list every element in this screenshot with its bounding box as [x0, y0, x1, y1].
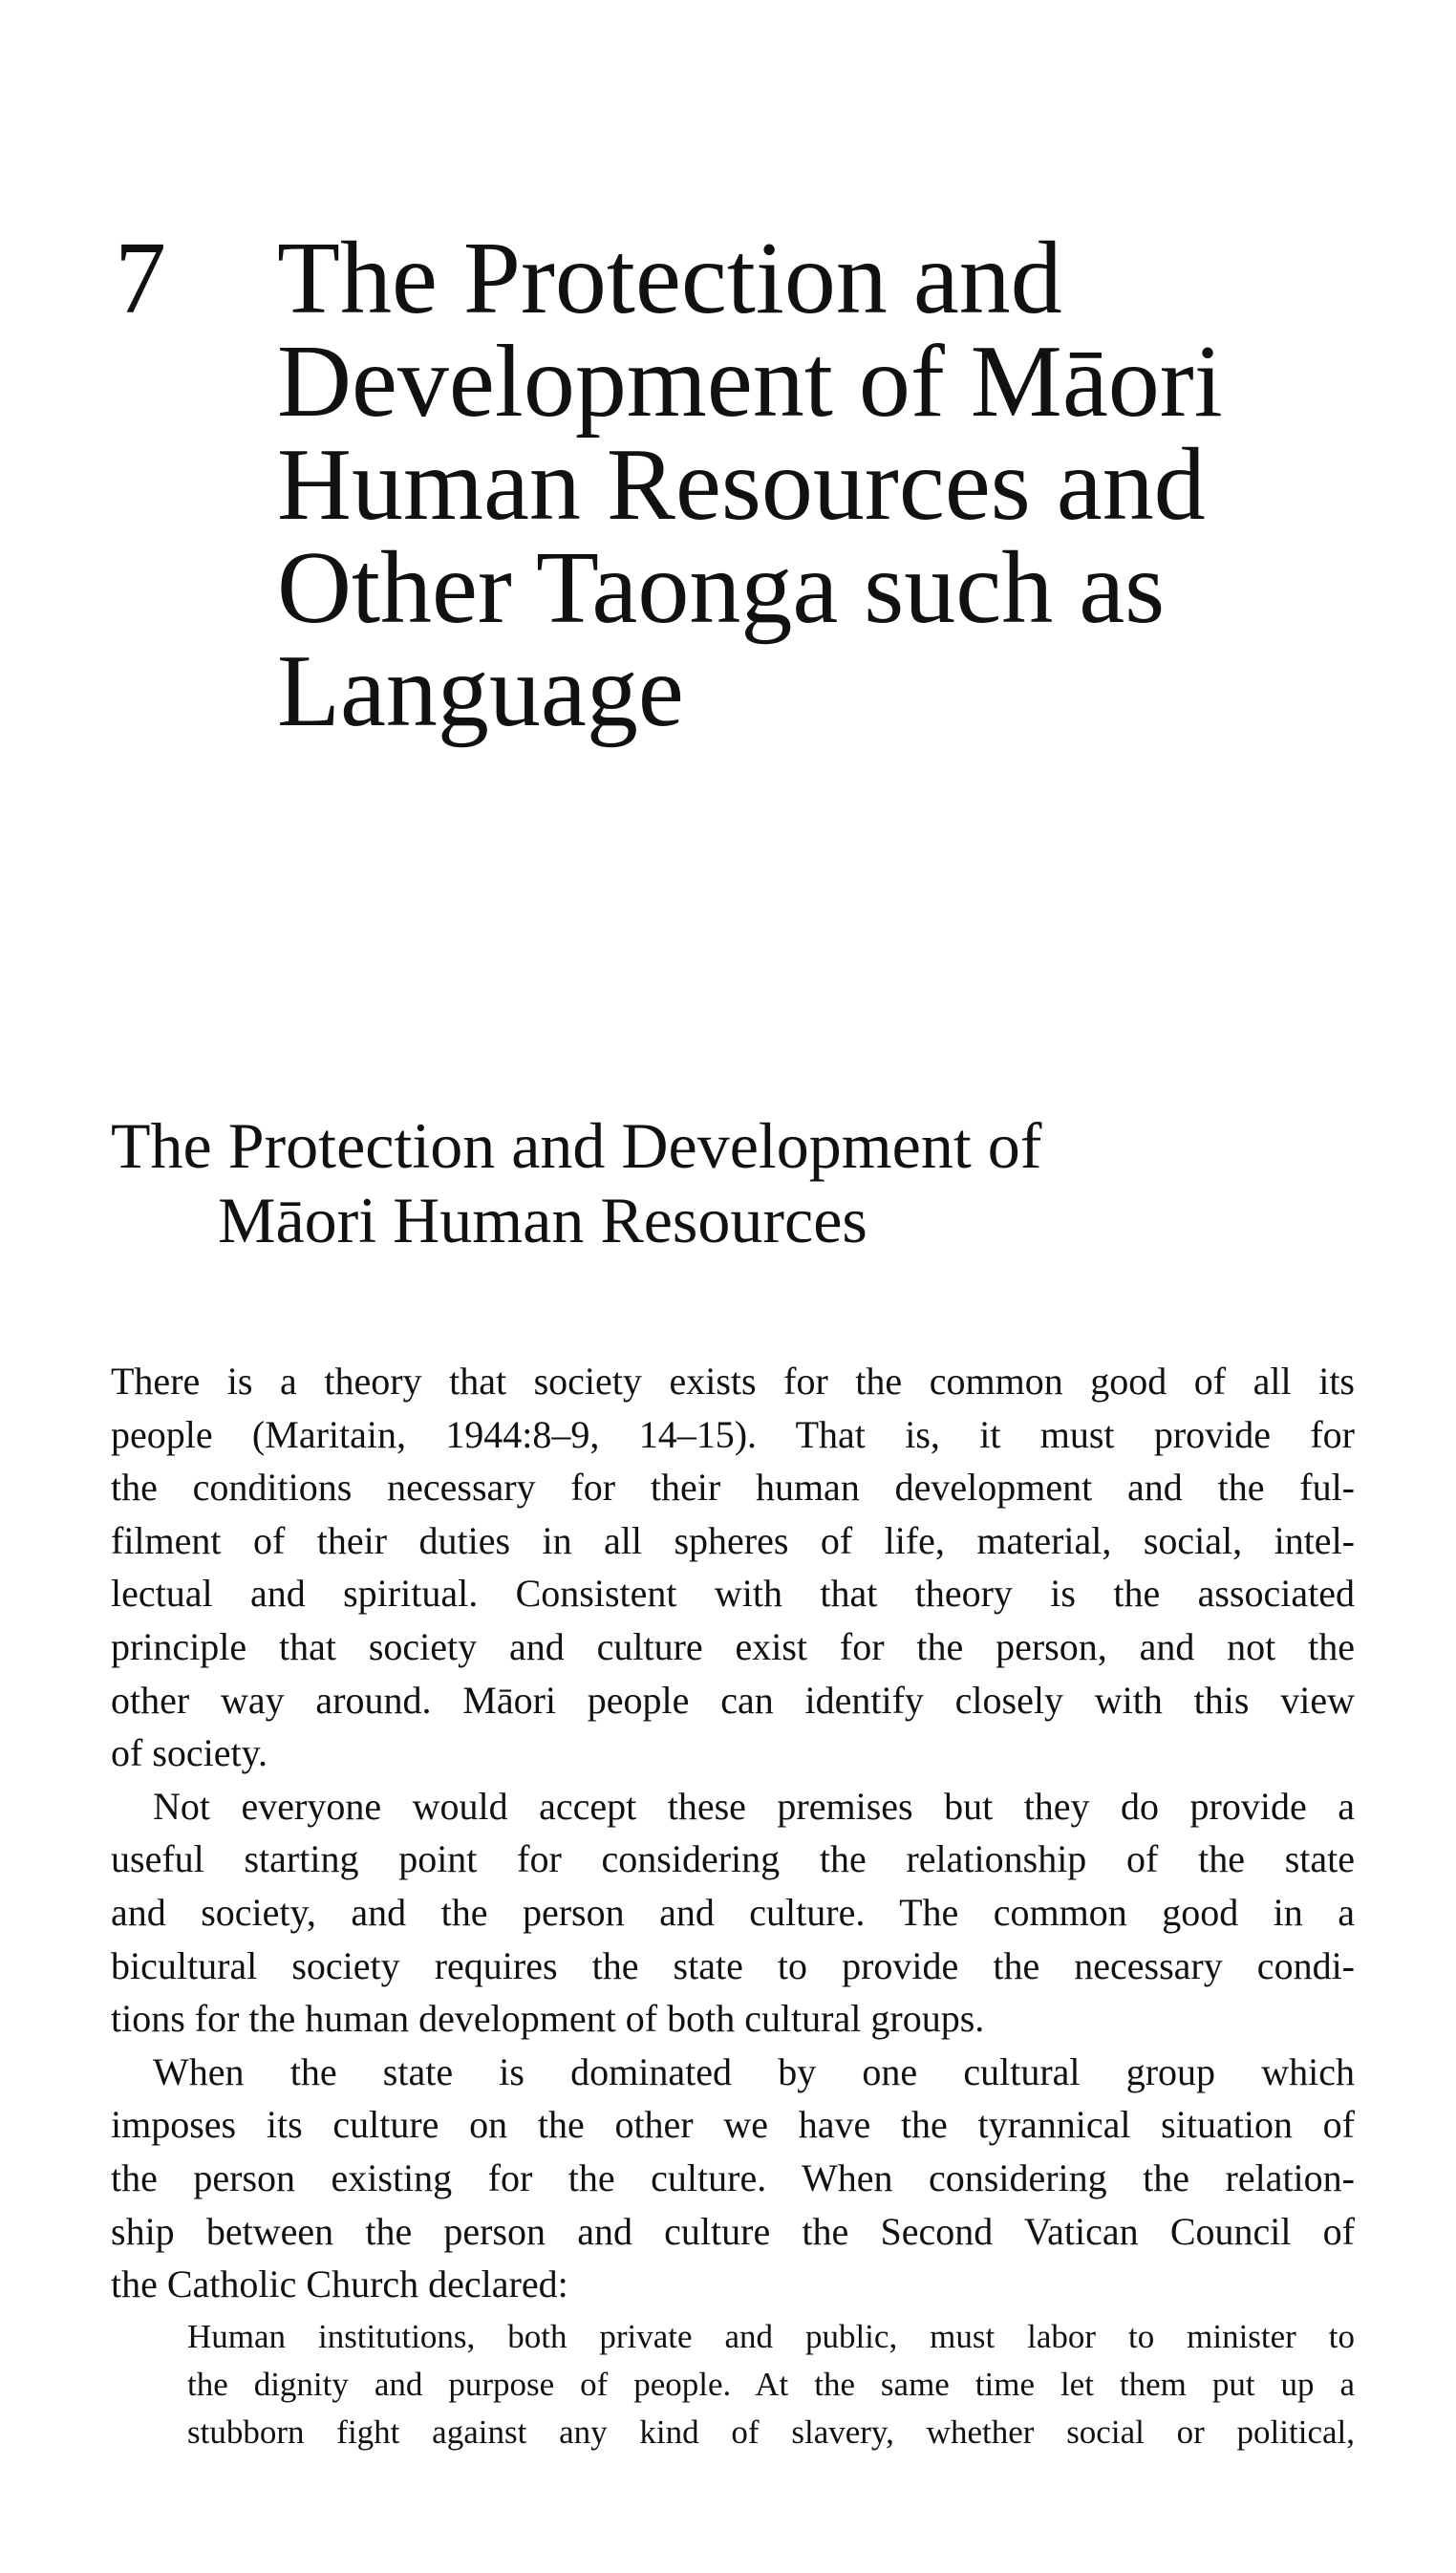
body-text: [111, 1355, 1355, 2456]
text-line: There is a theory that society exists for the common good of all its: [111, 1360, 1355, 1403]
chapter-title-line: Language: [277, 634, 684, 748]
text-line: When the state is dominated by one cultural group which: [153, 2049, 1355, 2093]
chapter-title-line: Development of Māori: [277, 325, 1223, 439]
text-line: the person existing for the culture. When considering the relation-: [111, 2155, 1355, 2199]
text-line: filment of their duties in all spheres of life, material, social, intel-: [111, 1518, 1355, 1562]
text-line: the Catholic Church declared:: [111, 2262, 568, 2306]
text-line: Not everyone would accept these premises but they do provide a: [153, 1784, 1355, 1828]
quote-line: the dignity and purpose of people. At the same time let them put up a: [187, 2365, 1355, 2403]
section-heading-line: The Protection and Development of: [111, 1109, 1042, 1182]
chapter-title-line: Human Resources and: [277, 428, 1206, 542]
paragraph: [111, 2046, 1355, 2311]
chapter-title-line: The Protection and: [277, 222, 1062, 335]
text-line: other way around. Māori people can identify closely with this view: [111, 1678, 1355, 1722]
chapter-number: 7: [115, 222, 166, 335]
section-heading-line: Māori Human Resources: [218, 1184, 867, 1256]
text-line: lectual and spiritual. Consistent with that theory is the associated: [111, 1572, 1355, 1616]
text-line: and society, and the person and culture. The common good in a: [111, 1890, 1355, 1934]
block-quote: [187, 2313, 1355, 2456]
text-line: principle that society and culture exist for the person, and not the: [111, 1624, 1355, 1668]
chapter-title: [277, 222, 1376, 748]
text-line: of society.: [111, 1731, 268, 1775]
paragraph: [111, 1780, 1355, 2046]
text-line: ship between the person and culture the Second Vatican Council of: [111, 2209, 1355, 2253]
section-heading: [111, 1108, 1372, 1257]
paragraph: [111, 1355, 1355, 1780]
text-line: tions for the human development of both cultural groups.: [111, 1997, 985, 2041]
text-line: useful starting point for considering the relationship of the state: [111, 1837, 1355, 1881]
text-line: people (Maritain, 1944:8–9, 14–15). That is, it must provide for: [111, 1412, 1355, 1456]
text-line: the conditions necessary for their human development and the ful-: [111, 1466, 1355, 1510]
text-line: imposes its culture on the other we have the tyrannical situation of: [111, 2103, 1355, 2147]
quote-line: Human institutions, both private and public, must labor to minister to: [187, 2317, 1355, 2355]
chapter-title-line: Other Taonga such as: [277, 531, 1166, 645]
text-line: bicultural society requires the state to provide the necessary condi-: [111, 1943, 1355, 1987]
quote-line: stubborn fight against any kind of slavery, whether social or political,: [187, 2412, 1355, 2451]
